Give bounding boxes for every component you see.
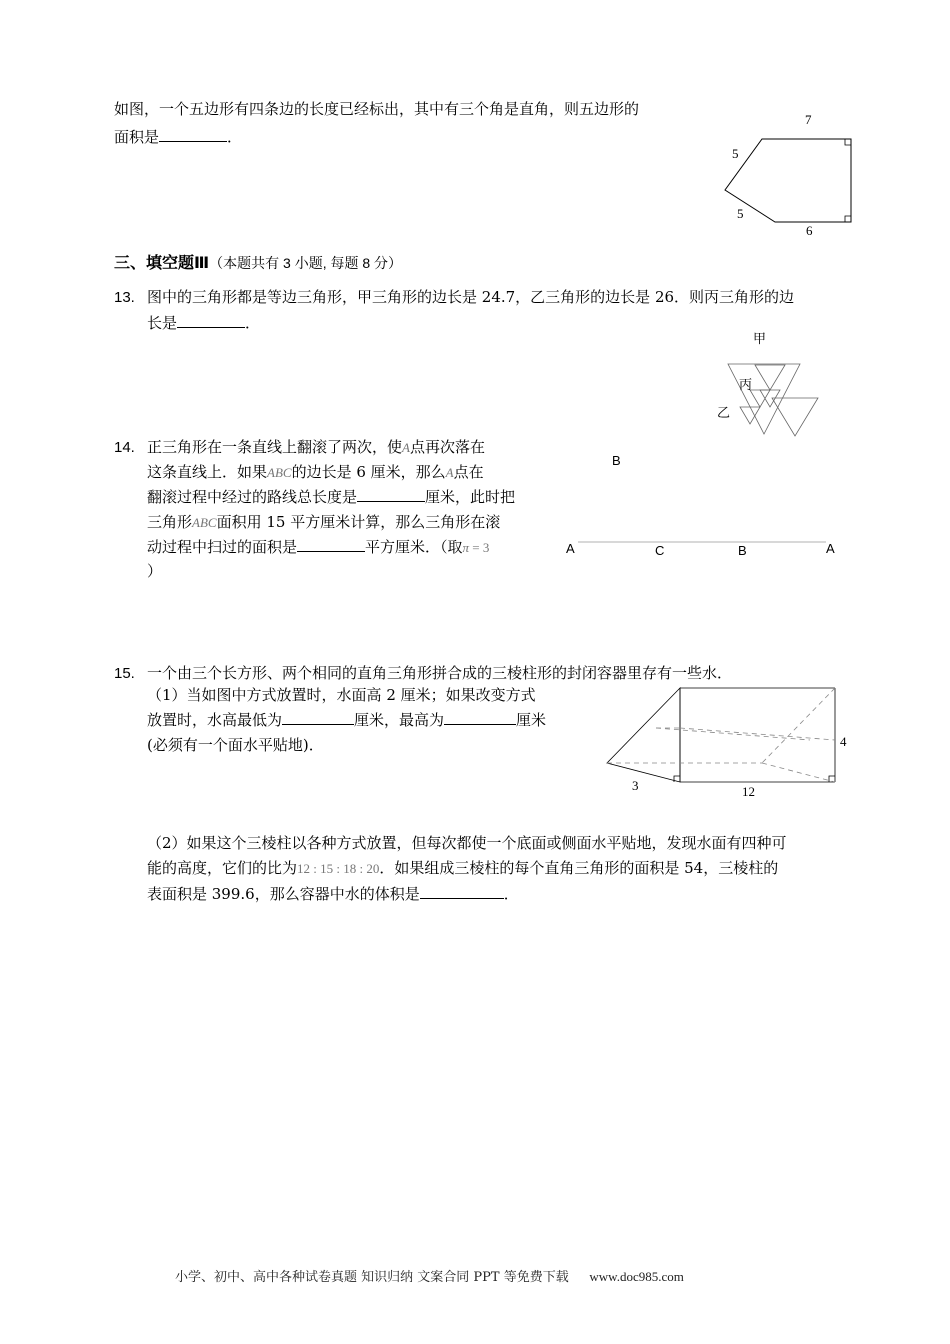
prism-hidden-hyp — [762, 688, 835, 763]
q13-line1: 图中的三角形都是等边三角形，甲三角形的边长是 24.7，乙三角形的边长是 26．则丙三角形的边 — [147, 288, 795, 306]
q14-l2-suffix: 点在 — [453, 463, 484, 481]
q15-part2-line3 — [147, 882, 519, 907]
section-note: （本题共有 3 小题, 每题 8 分） — [209, 255, 403, 271]
q15-p2-l3-prefix: 表面积是 399.6，那么容器中水的体积是 — [147, 885, 420, 903]
q14-l1-suffix: 点再次落在 — [409, 438, 485, 456]
prism-hidden-back-base — [762, 763, 835, 782]
q15-p1-l2-suffix: 厘米 — [516, 711, 547, 729]
pentagon-question-line1: 如图，一个五边形有四条边的长度已经标出，其中有三个角是直角，则五边形的 — [114, 100, 640, 118]
q14-line6: ） — [147, 562, 163, 580]
q15-part1-line1: （1）当如图中方式放置时，水面高 2 厘米；如果改变方式 — [147, 686, 536, 704]
q13-line2-prefix: 长是 — [147, 314, 178, 332]
prism-label-height: 4 — [840, 734, 847, 749]
q15-p2-l2-prefix: 能的高度，它们的比为 — [147, 859, 298, 877]
pentagon-label-top: 7 — [805, 112, 812, 127]
pentagon-question-suffix: ． — [227, 128, 243, 146]
q15-line0: 一个由三个长方形、两个相同的直角三角形拼合成的三棱柱形的封闭容器里存有一些水． — [147, 664, 733, 682]
q15-p1-l2-prefix: 放置时，水高最低为 — [147, 711, 283, 729]
q14-number: 14. — [114, 439, 135, 456]
q14-label-a-right: A — [826, 541, 835, 556]
section-title: 三、填空题Ⅲ — [114, 255, 210, 272]
q14-l5-prefix: 动过程中扫过的面积是 — [147, 538, 298, 556]
prism-label-length: 12 — [742, 784, 755, 799]
prism-label-base: 3 — [632, 778, 639, 793]
pentagon-question-prefix: 面积是 — [114, 128, 160, 146]
q13-line2-suffix: ． — [245, 314, 261, 332]
q14-l2-prefix: 这条直线上．如果 — [147, 463, 268, 481]
q15-p2-l2-suffix: ．如果组成三棱柱的每个直角三角形的面积是 54，三棱柱的 — [379, 859, 779, 877]
q15-part1-line3: (必须有一个面水平贴地)． — [147, 736, 324, 754]
q15-part2-line1: （2）如果这个三棱柱以各种方式放置，但每次都使一个底面或侧面水平贴地，发现水面有四种可 — [147, 834, 787, 852]
q15-p2-l3-suffix: ． — [503, 885, 519, 903]
q14-l2-var: ABC — [267, 465, 292, 480]
q15-p1-l2-mid: 厘米，最高为 — [354, 711, 445, 729]
q14-l3-prefix: 翻滚过程中经过的路线总长度是 — [147, 488, 358, 506]
q15-volume-blank[interactable] — [420, 882, 504, 899]
q14-pi-symbol: π — [462, 540, 470, 555]
water-surface-long — [680, 728, 835, 740]
q15-number: 15. — [114, 665, 135, 682]
q14-pi-value: = 3 — [469, 540, 490, 555]
pentagon-label-left-lower: 5 — [737, 206, 744, 221]
q14-l3-suffix: 厘米，此时把 — [425, 488, 516, 506]
footer-url[interactable]: www.doc985.com — [589, 1269, 684, 1284]
q14-l5-suffix: 平方厘米．（取 — [365, 538, 463, 556]
label-jia: 甲 — [753, 332, 767, 347]
footer-text: 小学、初中、高中各种试卷真题 知识归纳 文案合同 PPT 等免费下载 — [175, 1270, 569, 1285]
water-surface-back — [656, 728, 810, 740]
footer — [175, 1266, 684, 1285]
pentagon-label-left-upper: 5 — [732, 146, 739, 161]
label-bing: 丙 — [739, 378, 753, 393]
q15-ratio: 12 : 15 : 18 : 20 — [297, 861, 380, 876]
q14-label-c: C — [655, 543, 665, 558]
q15-part2-line2 — [147, 856, 778, 881]
label-yi: 乙 — [717, 406, 731, 421]
q14-label-b-bottom: B — [738, 543, 747, 558]
prism-front-triangle — [607, 688, 680, 782]
pentagon-label-bottom: 6 — [806, 223, 813, 238]
q14-l4-var: ABC — [192, 515, 217, 530]
q14-l2-var2: A — [445, 465, 454, 480]
q13-number: 13. — [114, 289, 135, 306]
q14-l2-mid: 的边长是 6 厘米，那么 — [291, 463, 446, 481]
q14-l4-suffix: 面积用 15 平方厘米计算，那么三角形在滚 — [216, 513, 501, 531]
q14-l1-prefix: 正三角形在一条直线上翻滚了两次，使 — [147, 438, 403, 456]
q14-label-b-top: B — [612, 453, 621, 468]
q14-l1-var: A — [402, 440, 410, 455]
q14-label-a-left: A — [566, 541, 575, 556]
q14-l4-prefix: 三角形 — [147, 513, 193, 531]
